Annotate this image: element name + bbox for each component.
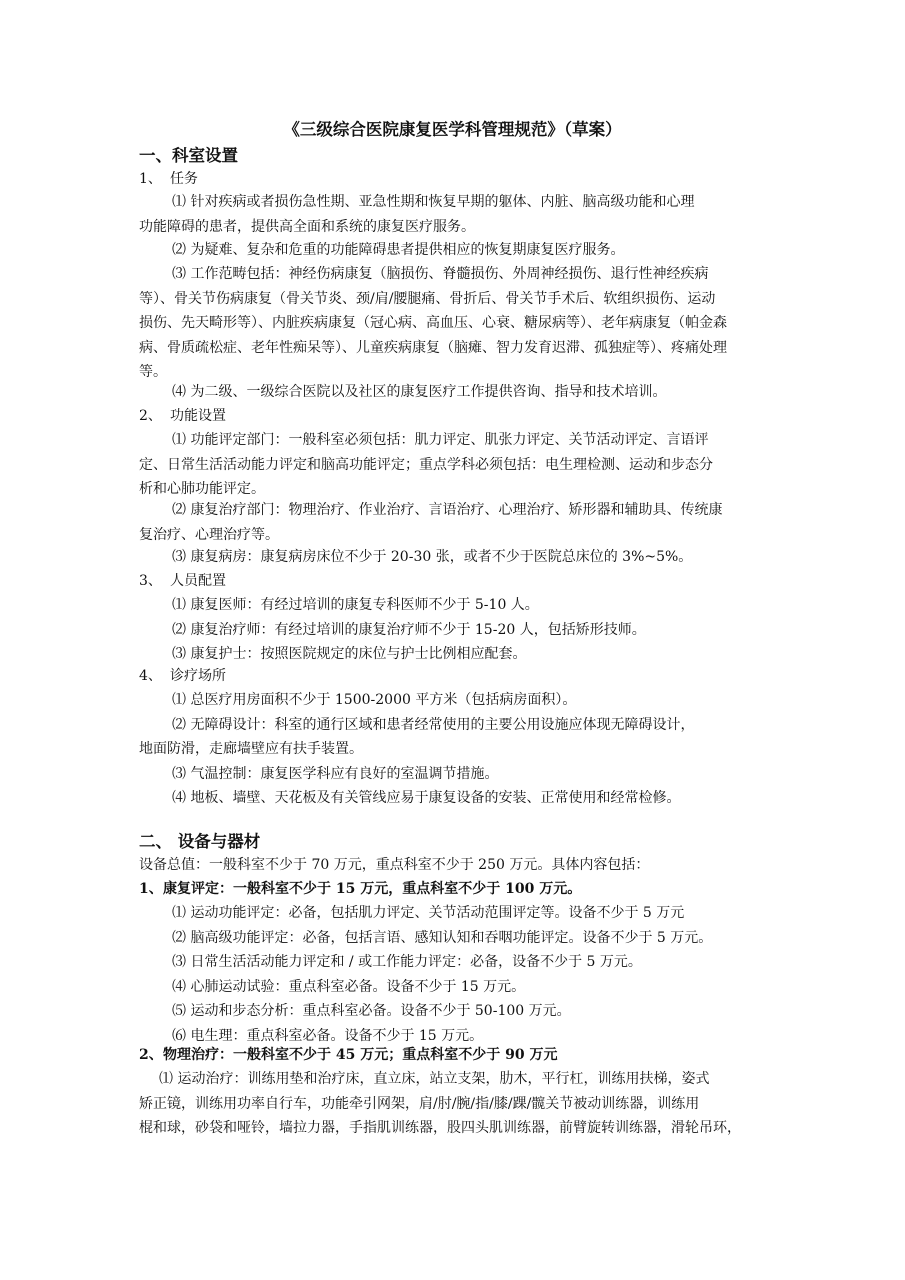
paragraph bbox=[139, 380, 779, 405]
item-label: 诊疗场所 bbox=[170, 668, 226, 684]
list-item: ⑹ 电生理：重点科室必备。设备不少于 15 万元。 bbox=[172, 1027, 484, 1044]
paragraph-line: ⑴ 康复医师：有经过培训的康复专科医师不少于 5-10 人。 bbox=[172, 597, 539, 613]
paragraph-line: 损伤、先天畸形等）、内脏疾病康复（冠心病、高血压、心衰、糖尿病等）、老年病康复（帕金森 bbox=[139, 315, 727, 331]
paragraph-line: ⑶ 康复护士：按照医院规定的床位与护士比例相应配套。 bbox=[172, 646, 527, 662]
paragraph bbox=[139, 688, 779, 811]
list-item: ⑸ 运动和步态分析：重点科室必备。设备不少于 50-100 万元。 bbox=[172, 1003, 571, 1019]
subsection-heading bbox=[139, 877, 779, 901]
paragraph-line: 功能障碍的患者，提供高全面和系统的康复医疗服务。 bbox=[139, 218, 475, 235]
paragraph-line: ⑴ 功能评定部门：一般科室必须包括：肌力评定、肌张力评定、关节活动评定、言语评 bbox=[172, 432, 709, 448]
paragraph bbox=[139, 238, 779, 263]
paragraph-line: 地面防滑，走廊墙壁应有扶手装置。 bbox=[139, 741, 363, 757]
paragraph-line: ⑵ 康复治疗师：有经过培训的康复治疗师不少于 15-20 人，包括矫形技师。 bbox=[172, 621, 646, 638]
paragraph bbox=[139, 262, 779, 385]
paragraph-line: ⑵ 无障碍设计：科室的通行区域和患者经常使用的主要公用设施应体现无障碍设计， bbox=[172, 716, 695, 733]
subsection-number: 2、 bbox=[139, 1047, 163, 1063]
subsection-label: 康复评定：一般科室不少于 15 万元，重点科室不少于 100 万元。 bbox=[163, 881, 582, 897]
item-number: 3、 bbox=[139, 573, 162, 589]
item-number: 4、 bbox=[139, 668, 162, 684]
item-label: 人员配置 bbox=[170, 573, 226, 589]
list-item: ⑶ 日常生活活动能力评定和 / 或工作能力评定：必备，设备不少于 5 万元。 bbox=[172, 954, 642, 970]
paragraph bbox=[139, 1067, 779, 1141]
paragraph-line: 棍和球，砂袋和哑铃，墙拉力器，手指肌训练器，股四头肌训练器，前臂旋转训练器，滑轮吊环， bbox=[139, 1120, 741, 1136]
paragraph-line: ⑴ 针对疾病或者损伤急性期、亚急性期和恢复早期的躯体、内脏、脑高级功能和心理 bbox=[172, 194, 695, 210]
item-heading bbox=[139, 664, 779, 688]
list-item: ⑴ 运动功能评定：必备，包括肌力评定、关节活动范围评定等。设备不少于 5 万元 bbox=[172, 905, 685, 921]
paragraph-line: ⑶ 康复病房：康复病房床位不少于 20-30 张，或者不少于医院总床位的 3%~5%。 bbox=[172, 549, 693, 565]
paragraph-line: 析和心肺功能评定。 bbox=[139, 481, 265, 497]
paragraph-line: ⑶ 气温控制：康复医学科应有良好的室温调节措施。 bbox=[172, 765, 499, 782]
paragraph-line: ⑷ 地板、墙壁、天花板及有关管线应易于康复设备的安装、正常使用和经常检修。 bbox=[172, 790, 681, 806]
item-number: 2、 bbox=[139, 408, 162, 424]
paragraph-line: 矫正镜，训练用功率自行车，功能牵引网架，肩/肘/腕/指/膝/踝/髋关节被动训练器，训练用 bbox=[139, 1095, 700, 1112]
paragraph-line: 复治疗、心理治疗等。 bbox=[139, 526, 279, 543]
paragraph-line: ⑵ 为疑难、复杂和危重的功能障碍患者提供相应的恢复期康复医疗服务。 bbox=[172, 242, 625, 258]
paragraph bbox=[139, 428, 779, 502]
paragraph-line: ⑶ 工作范畴包括：神经伤病康复（脑损伤、脊髓损伤、外周神经损伤、退行性神经疾病 bbox=[172, 266, 709, 282]
paragraph bbox=[139, 545, 779, 570]
paragraph-line: ⑴ 运动治疗：训练用垫和治疗床，直立床，站立支架，肋木，平行杠，训练用扶梯，姿式 bbox=[159, 1071, 710, 1087]
section-heading: 二、 设备与器材 bbox=[139, 832, 261, 851]
paragraph bbox=[139, 190, 779, 239]
paragraph-line: ⑴ 总医疗用房面积不少于 1500-2000 平方米（包括病房面积）。 bbox=[172, 692, 577, 708]
item-label: 功能设置 bbox=[170, 408, 226, 424]
item-number: 1、 bbox=[139, 171, 162, 187]
item-list bbox=[139, 901, 779, 1048]
list-item: ⑷ 心肺运动试验：重点科室必备。设备不少于 15 万元。 bbox=[172, 978, 526, 995]
item-heading bbox=[139, 167, 779, 191]
paragraph-line: 等。 bbox=[139, 364, 167, 380]
paragraph-line: 病、骨质疏松症、老年性痴呆等）、儿童疾病康复（脑瘫、智力发育迟滞、孤独症等）、疼痛处理 bbox=[139, 339, 727, 356]
paragraph-line: ⑷ 为二级、一级综合医院以及社区的康复医疗工作提供咨询、指导和技术培训。 bbox=[172, 384, 667, 400]
item-heading bbox=[139, 404, 779, 428]
subsection-number: 1、 bbox=[139, 881, 163, 897]
item-heading bbox=[139, 569, 779, 593]
subsection-heading bbox=[139, 1043, 779, 1067]
list-item: ⑵ 脑高级功能评定：必备，包括言语、感知认知和吞咽功能评定。设备不少于 5 万元。 bbox=[172, 929, 713, 946]
document-title: 《三级综合医院康复医学科管理规范》（草案） bbox=[283, 120, 622, 139]
paragraph-line: 等）、骨关节伤病康复（骨关节炎、颈/肩/腰腿痛、骨折后、骨关节手术后、软组织损伤、运动 bbox=[139, 290, 716, 307]
paragraph bbox=[139, 498, 779, 547]
section-heading: 一、科室设置 bbox=[139, 146, 238, 165]
paragraph-line: ⑵ 康复治疗部门：物理治疗、作业治疗、言语治疗、心理治疗、矫形器和辅助具、传统康 bbox=[172, 502, 723, 518]
subsection-label: 物理治疗：一般科室不少于 45 万元；重点科室不少于 90 万元 bbox=[163, 1047, 558, 1063]
item-label: 任务 bbox=[170, 171, 198, 187]
paragraph bbox=[139, 593, 779, 667]
section-intro: 设备总值：一般科室不少于 70 万元，重点科室不少于 250 万元。具体内容包括： bbox=[139, 857, 650, 873]
paragraph-line: 定、日常生活活动能力评定和脑高功能评定；重点学科必须包括：电生理检测、运动和步态分 bbox=[139, 456, 713, 473]
